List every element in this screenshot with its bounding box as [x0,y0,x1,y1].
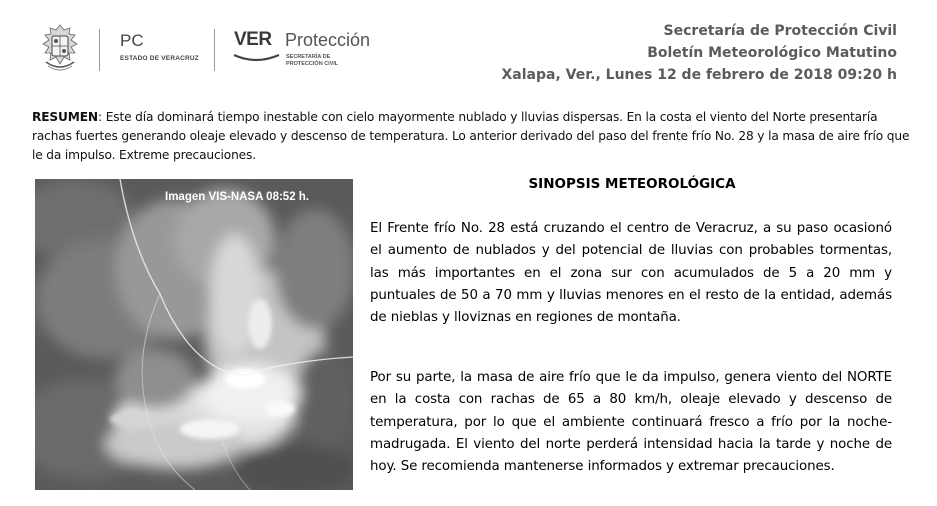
header-divider [99,29,100,71]
agency-name: Secretaría de Protección Civil [663,23,897,39]
bulletin-header [0,0,937,95]
synopsis-paragraph-1: El Frente frío No. 28 está cruzando el centro de Veracruz, a su paso ocasionó el aumento de nublados y del potencial de lluvias con probables tormentas, las más importantes en el zona sur con acumulados de 5 a 20 mm y puntuales de 50 a 70 mm y lluvias menores en el resto de la entidad, además de nieblas y lloviznas en regiones de montaña. [370,221,892,326]
satellite-image [35,179,353,490]
ver-logo-brand: VER [234,29,272,50]
synopsis-paragraph-2: Por su parte, la masa de aire frío que le da impulso, genera viento del NORTE en la costa con rachas de 65 a 80 km/h, oleaje elevado y descenso de temperatura, por lo que el ambiente continuará fresco a frío por la noche-madrugada. El viento del norte perderá intensidad hacia la tarde y noche de hoy. Se recomienda mantenerse informados y extremar precauciones. [370,370,892,475]
bulletin-type: Boletín Meteorológico Matutino [647,45,897,61]
ver-logo-subtitle-1: SECRETARÍA DE [286,54,331,60]
summary-label: RESUMEN [32,110,98,124]
satellite-caption: Imagen VIS-NASA 08:52 h. [165,191,310,203]
summary-separator: : [98,110,106,124]
summary-text: Este día dominará tiempo inestable con cielo mayormente nublado y lluvias dispersas. En la costa el viento del Norte presentaría rachas fuertes generando oleaje elevado y descenso de temperatura. Lo anterior derivado del paso del frente frío No. 28 y la masa de aire frío que le da impulso. Extreme precauciones. [32,110,910,162]
pc-logo-subtitle: ESTADO DE VERACRUZ [120,55,199,62]
summary-paragraph [32,108,912,165]
ver-logo-subtitle-2: PROTECCIÓN CIVIL [286,61,339,67]
bulletin-date: Xalapa, Ver., Lunes 12 de febrero de 2018 09:20 h [501,67,897,83]
pc-logo-text: PC [120,31,144,50]
state-seal-logo [34,22,86,74]
header-info [502,20,897,86]
ver-logo-name: Protección [285,30,371,50]
synopsis-title: SINOPSIS METEOROLÓGICA [528,176,736,192]
ver-swoosh-icon [232,52,282,64]
header-divider [214,29,215,71]
